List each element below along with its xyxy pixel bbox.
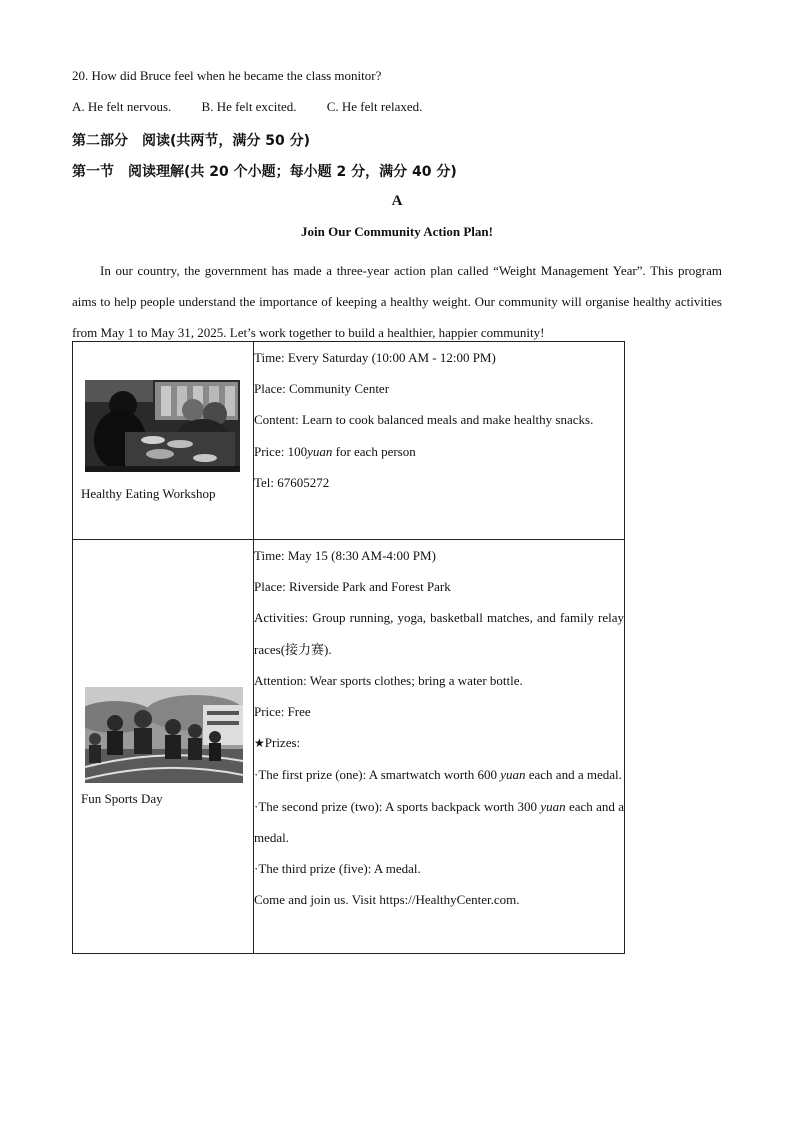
question-20: 20. How did Bruce feel when he became the class monitor?	[72, 68, 382, 83]
prize-2-rest: each and a medal.	[254, 798, 625, 845]
star-icon: ★	[254, 736, 265, 751]
option-a: A. He felt nervous.	[72, 99, 172, 114]
sports-activities: Activities: Group running, yoga, basketball matches, and family relay races(接力赛).	[254, 610, 624, 657]
eating-time: Time: Every Saturday (10:00 AM - 12:00 PM)	[254, 350, 496, 365]
section-heading: 第一节 阅读理解(共 20 个小题；每小题 2 分，满分 40 分)	[72, 164, 457, 180]
eating-price	[254, 436, 624, 467]
eating-tel: Tel: 67605272	[254, 474, 330, 490]
eating-place: Place: Community Center	[254, 381, 390, 397]
eating-price-suffix: for each person	[335, 443, 416, 459]
prize-1-rest: each and a medal.	[528, 767, 622, 783]
sports-time: Time: May 15 (8:30 AM-4:00 PM)	[254, 548, 436, 563]
event-image-cell	[73, 540, 254, 954]
option-b: B. He felt excited.	[201, 99, 297, 114]
sports-day-photo	[85, 687, 243, 783]
eating-workshop-photo	[85, 380, 240, 472]
prize-1-unit: yuan	[500, 767, 526, 783]
passage-intro: In our country, the government has made a three-year action plan called “Weight Management Year”. This program aims to help people understand the importance of keeping a healthy weight. Our community will organise healthy activities from May 1 to May 31, 2025. Let’s work together to build a healthier, happier community!	[72, 263, 722, 340]
eating-price-unit: yuan	[307, 443, 333, 459]
event-name-eating: Healthy Eating Workshop	[81, 486, 216, 501]
event-details-eating	[254, 342, 625, 540]
sports-prizes-label	[254, 727, 624, 759]
sports-place: Place: Riverside Park and Forest Park	[254, 579, 451, 595]
prizes-label-text: Prizes:	[264, 735, 301, 751]
events-table	[72, 341, 625, 954]
passage-title: Join Our Community Action Plan!	[301, 224, 493, 239]
sports-closing: Come and join us. Visit https://HealthyCenter.com.	[254, 892, 520, 908]
option-c: C. He felt relaxed.	[326, 99, 423, 114]
event-row-sports	[73, 540, 625, 954]
event-details-sports	[254, 540, 625, 954]
event-name-sports: Fun Sports Day	[81, 791, 163, 806]
event-image-cell	[73, 342, 254, 540]
sports-price: Price: Free	[254, 704, 311, 720]
eating-content: Content: Learn to cook balanced meals and make healthy snacks.	[254, 412, 594, 428]
sports-prize-1	[254, 759, 624, 790]
answer-options	[72, 99, 449, 115]
sports-attention: Attention: Wear sports clothes; bring a water bottle.	[254, 672, 523, 688]
eating-price-prefix: Price: 100	[254, 443, 308, 459]
passage-letter: A	[391, 193, 403, 209]
prize-1-text: ·The first prize (one): A smartwatch worth 600	[254, 767, 497, 783]
part-heading: 第二部分 阅读(共两节，满分 50 分)	[72, 133, 311, 149]
prize-2-unit: yuan	[540, 798, 566, 814]
sports-prize-3: ·The third prize (five): A medal.	[254, 861, 421, 877]
event-row-eating	[73, 342, 625, 540]
prize-2-text: ·The second prize (two): A sports backpack worth 300	[254, 798, 538, 814]
sports-prize-2	[254, 791, 624, 853]
